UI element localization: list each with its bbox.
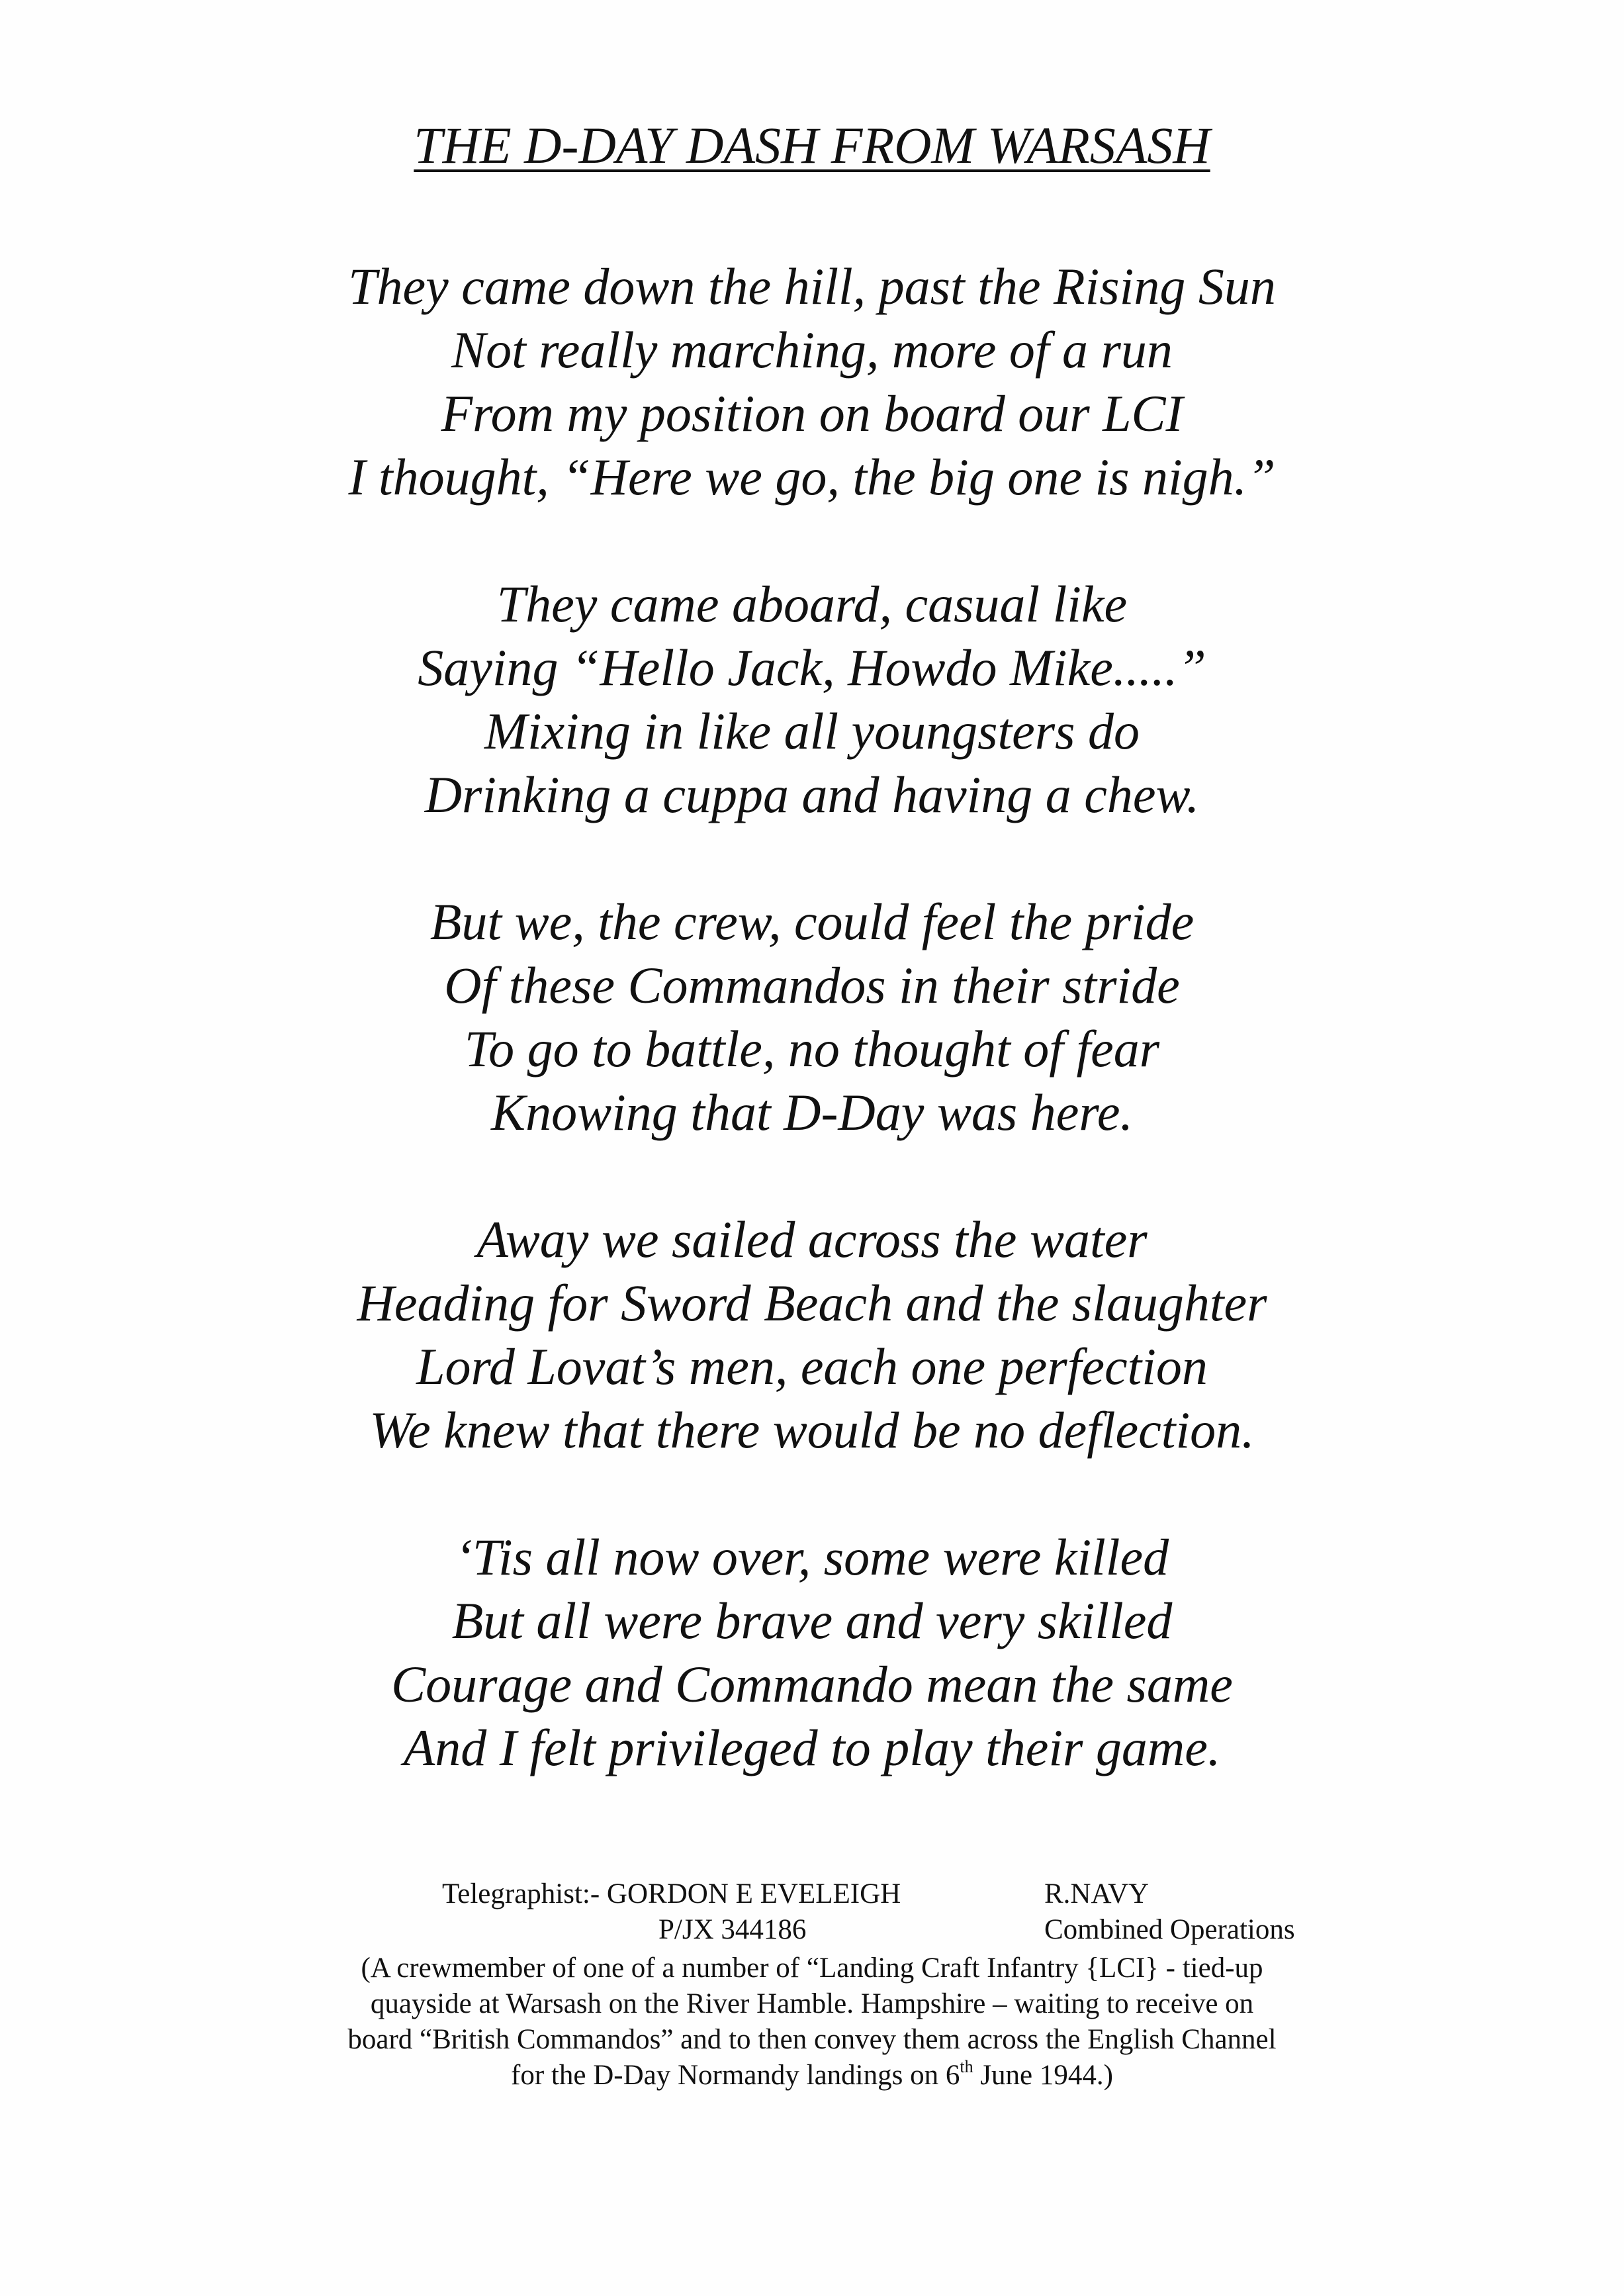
- poem-line: Heading for Sword Beach and the slaughter: [357, 1274, 1267, 1332]
- poem-line: To go to battle, no thought of fear: [464, 1020, 1160, 1078]
- stanza-2: [0, 573, 1624, 890]
- poem-line: ‘Tis all now over, some were killed: [455, 1528, 1169, 1586]
- poem-line: We knew that there would be no deflection.: [369, 1401, 1255, 1459]
- poem-line: Not really marching, more of a run: [451, 321, 1173, 379]
- poem-line: Saying “Hello Jack, Howdo Mike.....”: [418, 639, 1206, 696]
- note-line: (A crewmember of one of a number of “Landing Craft Infantry {LCI} - tied-up: [361, 1952, 1263, 1984]
- poem-line: But we, the crew, could feel the pride: [429, 893, 1195, 950]
- poem-line: They came aboard, casual like: [496, 575, 1128, 633]
- poem-body: [0, 255, 1624, 1843]
- poem-title: THE D-DAY DASH FROM WARSASH: [414, 116, 1210, 174]
- author-name: Telegraphist:- GORDON E EVELEIGH: [442, 1878, 901, 1909]
- ordinal-suffix: th: [960, 2057, 973, 2076]
- service-number: P/JX 344186: [658, 1914, 807, 1945]
- note-line: quayside at Warsash on the River Hamble. Hampshire – waiting to receive on: [370, 1988, 1254, 2019]
- note-text: for the D-Day Normandy landings on 6: [511, 2060, 960, 2091]
- note-line-date: [0, 2058, 1624, 2093]
- poem-line: I thought, “Here we go, the big one is nigh.”: [348, 448, 1276, 506]
- poem-line: Of these Commandos in their stride: [444, 956, 1180, 1014]
- stanza-1: [0, 255, 1624, 573]
- poem-line: Drinking a cuppa and having a chew.: [424, 766, 1200, 823]
- stanza-4: [0, 1208, 1624, 1526]
- poem-line: Away we sailed across the water: [476, 1211, 1148, 1268]
- poem-line: From my position on board our LCI: [441, 385, 1183, 442]
- service-branch: R.NAVY: [1044, 1878, 1150, 1909]
- poem-line: They came down the hill, past the Rising Sun: [348, 257, 1276, 315]
- poem-line: And I felt privileged to play their game.: [403, 1719, 1221, 1776]
- stanza-3: [0, 890, 1624, 1208]
- unit-name: Combined Operations: [1044, 1914, 1295, 1945]
- signature-row-2: [0, 1912, 1624, 1948]
- poem-line: Courage and Commando mean the same: [391, 1655, 1233, 1713]
- note-text: June 1944.): [973, 2060, 1113, 2091]
- poem-line: Mixing in like all youngsters do: [484, 702, 1140, 760]
- note-line: board “British Commandos” and to then convey them across the English Channel: [347, 2024, 1277, 2055]
- stanza-5: [0, 1526, 1624, 1843]
- explanatory-note: [0, 1951, 1624, 2093]
- poem-line: Lord Lovat’s men, each one perfection: [416, 1338, 1208, 1395]
- poem-line: But all were brave and very skilled: [451, 1592, 1173, 1649]
- author-signature-block: [0, 1876, 1624, 2093]
- poem-line: Knowing that D-Day was here.: [491, 1083, 1133, 1141]
- signature-row-1: [0, 1876, 1624, 1912]
